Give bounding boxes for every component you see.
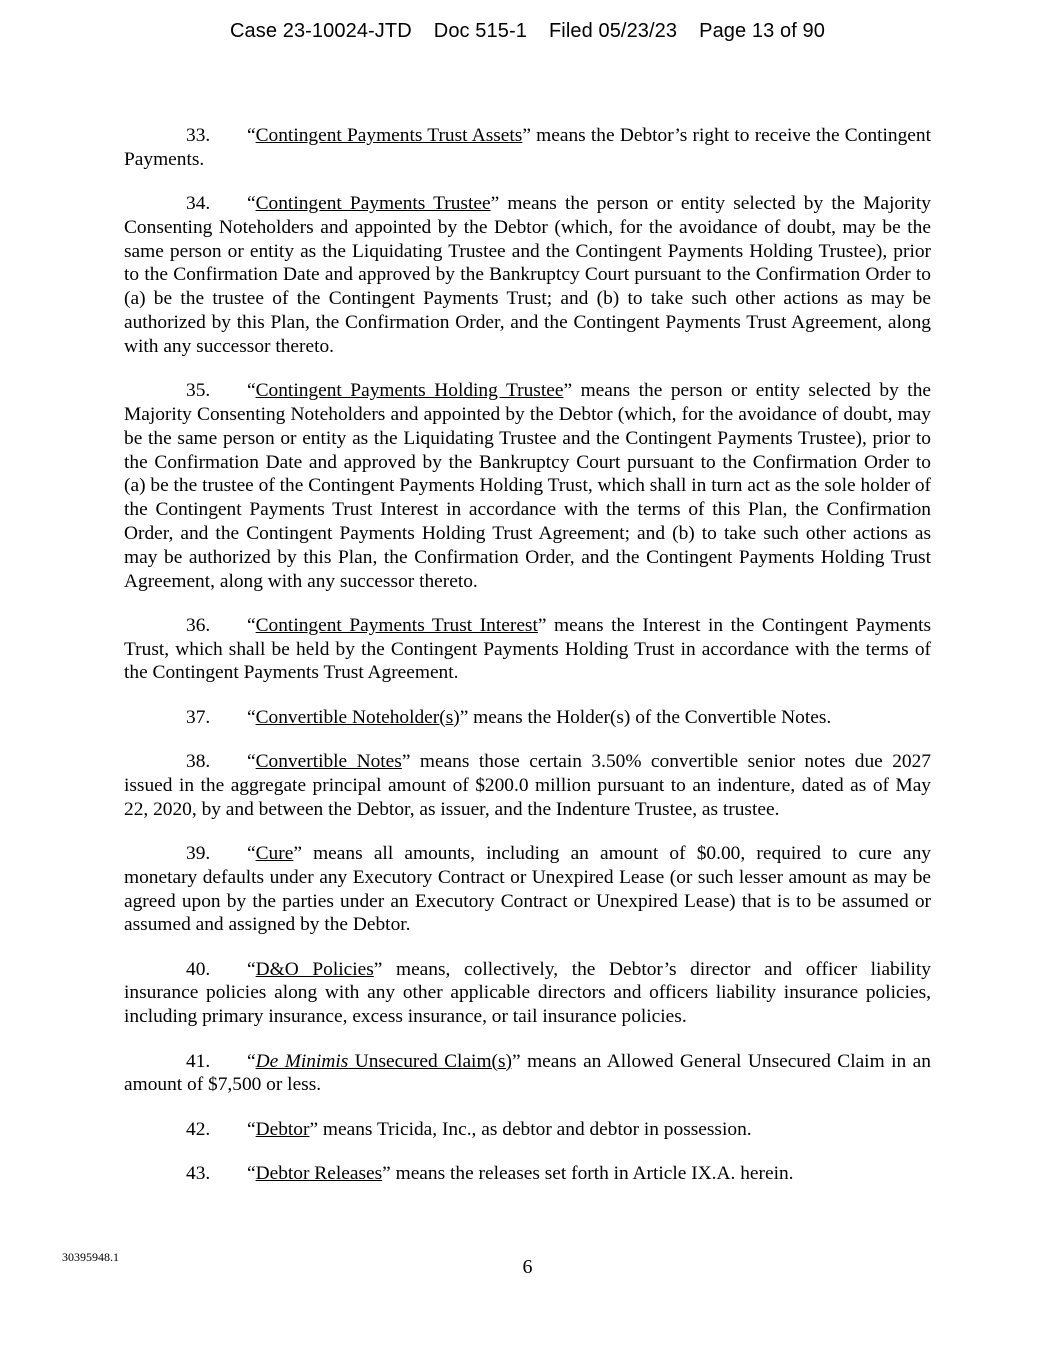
definition-text: ” means the person or entity selected by the Majority Consenting Noteholders and appointed by the Debtor (which, for the avoidance of doubt, may be the same person or entity as the Liquidating Trustee and the Contingent Payments Trustee), prior to the Confirmation Date and approved by the Bankruptcy Court pursuant to the Confirmation Order to (a) be the trustee of the Contingent Payments Holding Trust, which shall in turn act as the sole holder of the Contingent Payments Trust Interest in accordance with the terms of this Plan, the Confirmation Order, and the Contingent Payments Holding Trust Agreement; and (b) to take such other actions as may be authorized by this Plan, the Confirmation Order, and the Contingent Payments Holding Trust Agreement, along with any successor thereto. [124, 380, 931, 592]
definition-paragraph: 35. “Contingent Payments Holding Trustee” means the person or entity selected by the Majority Consenting Noteholders and appointed by the Debtor (which, for the avoidance of doubt, may be the same person or entity as the Liquidating Trustee and the Contingent Payments Trustee), prior to the Confirmation Date and approved by the Bankruptcy Court pursuant to the Confirmation Order to (a) be the trustee of the Contingent Payments Holding Trust, which shall in turn act as the sole holder of the Contingent Payments Trust Interest in accordance with the terms of this Plan, the Confirmation Order, and the Contingent Payments Holding Trust Agreement; and (b) to take such other actions as may be authorized by this Plan, the Confirmation Order, and the Contingent Payments Holding Trust Agreement, along with any successor thereto. [124, 380, 931, 592]
definition-number: 41. [186, 1050, 211, 1072]
definition-text: ” means the Debtor’s right to receive the Contingent Payments. [124, 125, 931, 170]
definition-paragraph: 38. “Convertible Notes” means those certain 3.50% convertible senior notes due 2027 issued in the aggregate principal amount of $200.0 million pursuant to an indenture, dated as of May 22, 2020, by and between the Debtor, as issuer, and the Indenture Trustee, as trustee. [124, 751, 931, 820]
definition-number: 35. [186, 380, 211, 402]
definition-paragraph: 42. “Debtor” means Tricida, Inc., as debtor and debtor in possession. [186, 1118, 752, 1140]
page-number: 6 [522, 1256, 533, 1278]
definition-paragraph: 37. “Convertible Noteholder(s)” means the Holder(s) of the Convertible Notes. [186, 706, 832, 728]
case-header [0, 20, 1055, 43]
defined-term-italic: De Minimis [255, 1050, 349, 1072]
document-id: 30395948.1 [62, 1250, 119, 1264]
definition-text: ” means the person or entity selected by the Majority Consenting Noteholders and appointed by the Debtor (which, for the avoidance of doubt, may be the same person or entity as the Liquidating Trustee and the Contingent Payments Holding Trustee), prior to the Confirmation Date and approved by the Bankruptcy Court pursuant to the Confirmation Order to (a) be the trustee of the Contingent Payments Trust; and (b) to take such other actions as may be authorized by this Plan, the Confirmation Order, and the Contingent Payments Trust Agreement, along with any successor thereto. [124, 193, 931, 357]
defined-term: Debtor [255, 1118, 310, 1140]
defined-term: Contingent Payments Trust Interest [255, 614, 538, 636]
definition-text: ” means an Allowed General Unsecured Claim in an amount of $7,500 or less. [124, 1050, 931, 1096]
definition-paragraph: 36. “Contingent Payments Trust Interest” means the Interest in the Contingent Payments Trust, which shall be held by the Contingent Payments Holding Trust in accordance with the terms of the Contingent Payments Trust Agreement. [124, 614, 932, 684]
definition-number: 43. [186, 1162, 211, 1184]
definition-text: ” means the Interest in the Contingent Payments Trust, which shall be held by the Contingent Payments Holding Trust in accordance with the terms of the Contingent Payments Trust Agreement. [124, 614, 932, 684]
definition-paragraph: 33. “Contingent Payments Trust Assets” means the Debtor’s right to receive the Contingent Payments. [124, 125, 931, 170]
defined-term: Contingent Payments Holding Trustee [255, 380, 564, 402]
defined-term: Contingent Payments Trust Assets [255, 125, 523, 146]
definition-number: 33. [186, 125, 211, 146]
case-number: Case 23-10024-JTD [229, 20, 412, 42]
definition-text: ” means those certain 3.50% convertible senior notes due 2027 issued in the aggregate principal amount of $200.0 million pursuant to an indenture, dated as of May 22, 2020, by and between the Debtor, as issuer, and the Indenture Trustee, as trustee. [124, 751, 931, 820]
page-indicator: Page 13 of 90 [699, 20, 825, 42]
defined-term: Debtor Releases [255, 1162, 383, 1184]
definition-number: 39. [186, 842, 211, 864]
definition-paragraph: 43. “Debtor Releases” means the releases set forth in Article IX.A. herein. [186, 1162, 794, 1184]
filed-date: Filed 05/23/23 [548, 20, 678, 42]
defined-term: Contingent Payments Trustee [255, 193, 491, 215]
definition-text: ” means all amounts, including an amount of $0.00, required to cure any monetary defaults under any Executory Contract or Unexpired Lease (or such lesser amount as may be agreed upon by the parties under an Executory Contract or Unexpired Lease) that is to be assumed or assumed and assigned by the Debtor. [124, 842, 931, 936]
defined-term: D&O Policies [255, 958, 374, 980]
definition-text: ” means the Holder(s) of the Convertible Notes. [459, 706, 832, 728]
definition-paragraph: 41. “De Minimis Unsecured Claim(s)” means an Allowed General Unsecured Claim in an amount of $7,500 or less. [124, 1050, 931, 1096]
defined-term: Convertible Notes [255, 751, 402, 773]
definition-number: 38. [186, 751, 211, 773]
definition-text: ” means the releases set forth in Article IX.A. herein. [382, 1162, 794, 1184]
definitions-body [124, 124, 931, 1206]
definition-paragraph: 40. “D&O Policies” means, collectively, the Debtor’s director and officer liability insurance policies along with any other applicable directors and officers liability insurance policies, including primary insurance, excess insurance, or tail insurance policies. [124, 958, 931, 1028]
definition-paragraph: 39. “Cure” means all amounts, including an amount of $0.00, required to cure any monetary defaults under any Executory Contract or Unexpired Lease (or such lesser amount as may be agreed upon by the parties under an Executory Contract or Unexpired Lease) that is to be assumed or assumed and assigned by the Debtor. [124, 842, 931, 936]
definition-text: ” means, collectively, the Debtor’s director and officer liability insurance policies along with any other applicable directors and officers liability insurance policies, including primary insurance, excess insurance, or tail insurance policies. [124, 958, 931, 1028]
definition-number: 40. [186, 958, 211, 980]
doc-number: Doc 515-1 [433, 20, 527, 42]
definition-number: 36. [186, 614, 211, 636]
defined-term: Cure [255, 842, 294, 864]
definition-text: ” means Tricida, Inc., as debtor and debtor in possession. [309, 1118, 752, 1140]
definition-paragraph: 34. “Contingent Payments Trustee” means the person or entity selected by the Majority Consenting Noteholders and appointed by the Debtor (which, for the avoidance of doubt, may be the same person or entity as the Liquidating Trustee and the Contingent Payments Holding Trustee), prior to the Confirmation Date and approved by the Bankruptcy Court pursuant to the Confirmation Order to (a) be the trustee of the Contingent Payments Trust; and (b) to take such other actions as may be authorized by this Plan, the Confirmation Order, and the Contingent Payments Trust Agreement, along with any successor thereto. [124, 193, 931, 357]
defined-term: De Minimis Unsecured Claim(s) [255, 1050, 512, 1072]
definition-number: 37. [186, 706, 211, 728]
definition-number: 34. [186, 193, 211, 215]
definition-number: 42. [186, 1118, 211, 1140]
defined-term: Convertible Noteholder(s) [255, 706, 460, 728]
